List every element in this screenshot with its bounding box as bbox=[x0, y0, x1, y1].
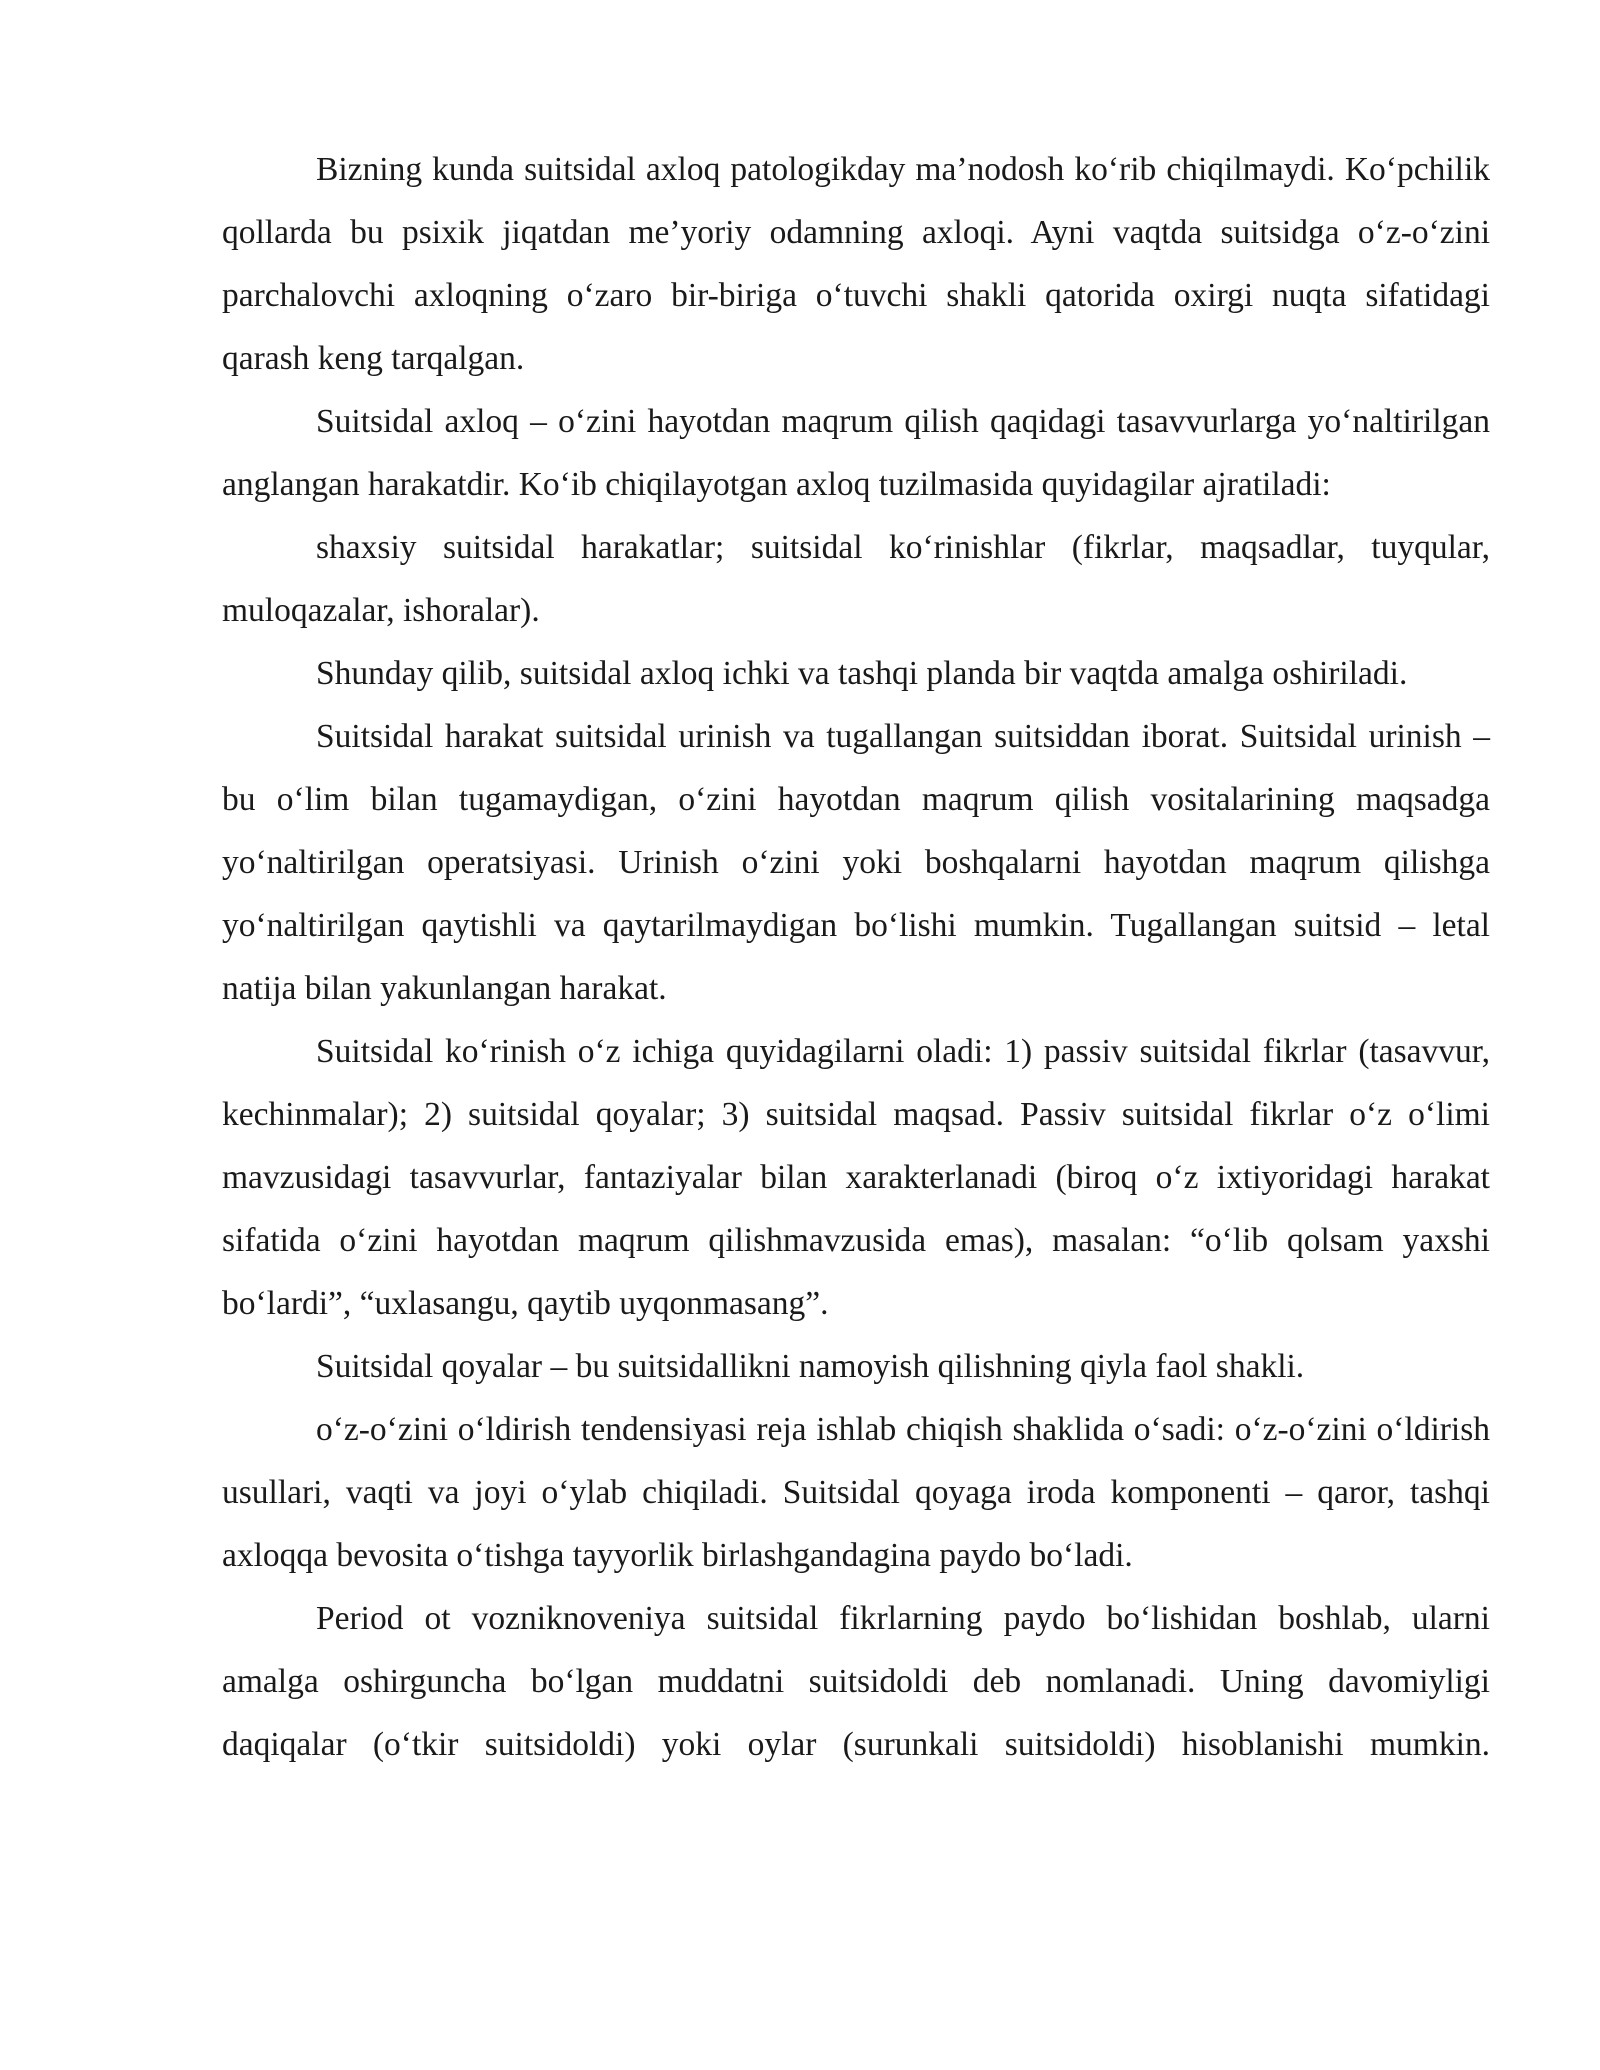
paragraph-5: Suitsidal harakat suitsidal urinish va tugallangan suitsiddan iborat. Suitsidal urinish – bu o‘lim bilan tugamaydigan, o‘zini hayotdan maqrum qilish vositalarining maqsadga yo‘naltirilgan operatsiyasi. Urinish o‘zini yoki boshqalarni hayotdan maqrum qilishga yo‘naltirilgan qaytishli va qaytarilmaydigan bo‘lishi mumkin. Tugallangan suitsid – letal natija bilan yakunlangan harakat. bbox=[222, 718, 1490, 1007]
paragraph-3: shaxsiy suitsidal harakatlar; suitsidal ko‘rinishlar (fikrlar, maqsadlar, tuyqular, muloqazalar, ishoralar). bbox=[222, 529, 1490, 629]
document-page bbox=[222, 138, 1490, 1776]
paragraph-2: Suitsidal axloq – o‘zini hayotdan maqrum qilish qaqidagi tasavvurlarga yo‘naltirilgan anglangan harakatdir. Ko‘ib chiqilayotgan axloq tuzilmasida quyidagilar ajratiladi: bbox=[222, 403, 1490, 503]
paragraph-7: Suitsidal qoyalar – bu suitsidallikni namoyish qilishning qiyla faol shakli. bbox=[316, 1348, 1305, 1385]
paragraph-4: Shunday qilib, suitsidal axloq ichki va tashqi planda bir vaqtda amalga oshiriladi. bbox=[316, 655, 1408, 692]
paragraph-9: Period ot vozniknoveniya suitsidal fikrlarning paydo bo‘lishidan boshlab, ularni amalga oshirguncha bo‘lgan muddatni suitsidoldi deb nomlanadi. Uning davomiyligi daqiqalar (o‘tkir suitsidoldi) yoki oylar (surunkali suitsidoldi) hisoblanishi mumkin. bbox=[222, 1600, 1490, 1763]
paragraph-8: o‘z-o‘zini o‘ldirish tendensiyasi reja ishlab chiqish shaklida o‘sadi: o‘z-o‘zini o‘ldirish usullari, vaqti va joyi o‘ylab chiqiladi. Suitsidal qoyaga iroda komponenti – qaror, tashqi axloqqa bevosita o‘tishga tayyorlik birlashgandagina paydo bo‘ladi. bbox=[222, 1411, 1490, 1574]
paragraph-1: Bizning kunda suitsidal axloq patologikday ma’nodosh ko‘rib chiqilmaydi. Ko‘pchilik qollarda bu psixik jiqatdan me’yoriy odamning axloqi. Ayni vaqtda suitsidga o‘z-o‘zini parchalovchi axloqning o‘zaro bir-biriga o‘tuvchi shakli qatorida oxirgi nuqta sifatidagi qarash keng tarqalgan. bbox=[222, 151, 1490, 377]
paragraph-6: Suitsidal ko‘rinish o‘z ichiga quyidagilarni oladi: 1) passiv suitsidal fikrlar (tasavvur, kechinmalar); 2) suitsidal qoyalar; 3) suitsidal maqsad. Passiv suitsidal fikrlar o‘z o‘limi mavzusidagi tasavvurlar, fantaziyalar bilan xarakterlanadi (biroq o‘z ixtiyoridagi harakat sifatida o‘zini hayotdan maqrum qilishmavzusida emas), masalan: “o‘lib qolsam yaxshi bo‘lardi”, “uxlasangu, qaytib uyqonmasang”. bbox=[222, 1033, 1490, 1322]
